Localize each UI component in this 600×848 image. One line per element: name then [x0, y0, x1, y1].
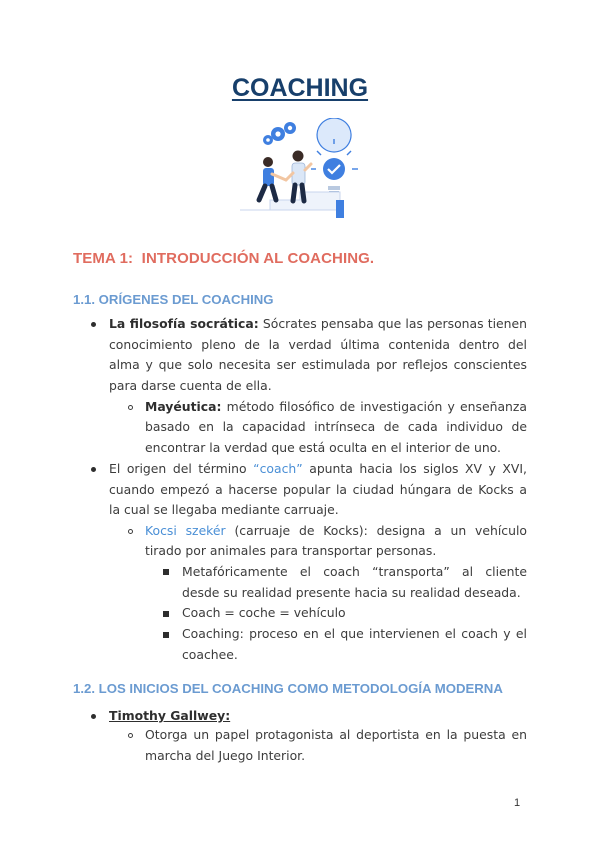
kocsi-line-1: [145, 521, 527, 541]
coach-term: “coach”: [253, 461, 303, 476]
bullet-circle: [128, 405, 133, 410]
coach-origin-line-1: [109, 459, 527, 479]
kocsi-text-1: (carruaje de Kocks): designa a un vehículo: [234, 523, 527, 538]
document-title: COACHING: [231, 74, 369, 102]
bullet-square: [163, 569, 169, 575]
gallwey-line-1: Otorga un papel protagonista al deportista en la puesta en: [145, 727, 527, 742]
bullet-disc: [91, 322, 96, 327]
section-heading-origenes: 1.1. ORÍGENES DEL COACHING: [73, 292, 274, 307]
coach-origin-line-2: cuando empezó a hacerse popular la ciudad húngara de Kocks a: [109, 482, 527, 497]
metaphor-line-2: desde su realidad presente hacia su realidad deseada.: [182, 585, 521, 600]
socratic-line-4: para darse cuenta de ella.: [109, 378, 272, 393]
bullet-disc: [91, 467, 96, 472]
coaching-team-lightbulb-illustration-icon: [232, 118, 368, 226]
socratic-text-1: Sócrates pensaba que las personas tienen: [262, 316, 527, 331]
mayeutica-line-2: basado en la capacidad intrínseca de cada individuo de: [145, 419, 527, 434]
gallwey-line-2: marcha del Juego Interior.: [145, 748, 306, 763]
page-number: 1: [514, 797, 521, 809]
socratic-term: La filosofía socrática:: [109, 316, 259, 331]
kocsi-line-2: tirado por animales para transportar personas.: [145, 543, 437, 558]
section-heading-inicios: 1.2. LOS INICIOS DEL COACHING COMO METODOLOGÍA MODERNA: [73, 681, 503, 696]
socratic-line-2: conocimiento pleno de la verdad última contenida dentro del: [109, 337, 527, 352]
socratic-line-1: [109, 314, 527, 334]
coach-origin-pre: El origen del término: [109, 461, 254, 476]
coach-origin-line-3: la cual se llegaba mediante carruaje.: [109, 502, 339, 517]
coach-origin-post: apunta hacia los siglos XV y XVI,: [302, 461, 527, 476]
coaching-def-line-1: Coaching: proceso en el que intervienen el coach y el: [182, 626, 527, 641]
coaching-def-line-2: coachee.: [182, 647, 238, 662]
mayeutica-term: Mayéutica:: [145, 399, 222, 414]
socratic-line-3: alma y que solo necesita ser estimulada por reflejos conscientes: [109, 357, 527, 372]
coach-equation: Coach = coche = vehículo: [182, 605, 346, 620]
metaphor-line-1: Metafóricamente el coach “transporta” al cliente: [182, 564, 527, 579]
gallwey-name: [109, 706, 230, 726]
mayeutica-line-1: [145, 397, 527, 417]
mayeutica-line-3: encontrar la verdad que está oculta en el interior de uno.: [145, 440, 501, 455]
bullet-circle: [128, 733, 133, 738]
gallwey-term: Timothy Gallwey:: [109, 708, 231, 723]
bullet-circle: [128, 529, 133, 534]
bullet-disc: [91, 714, 96, 719]
tema-heading: TEMA 1: INTRODUCCIÓN AL COACHING.: [73, 250, 375, 267]
bullet-square: [163, 611, 169, 617]
kocsi-term: Kocsi szekér: [145, 523, 226, 538]
bullet-square: [163, 632, 169, 638]
mayeutica-text-1: método filosófico de investigación y enseñanza: [226, 399, 527, 414]
